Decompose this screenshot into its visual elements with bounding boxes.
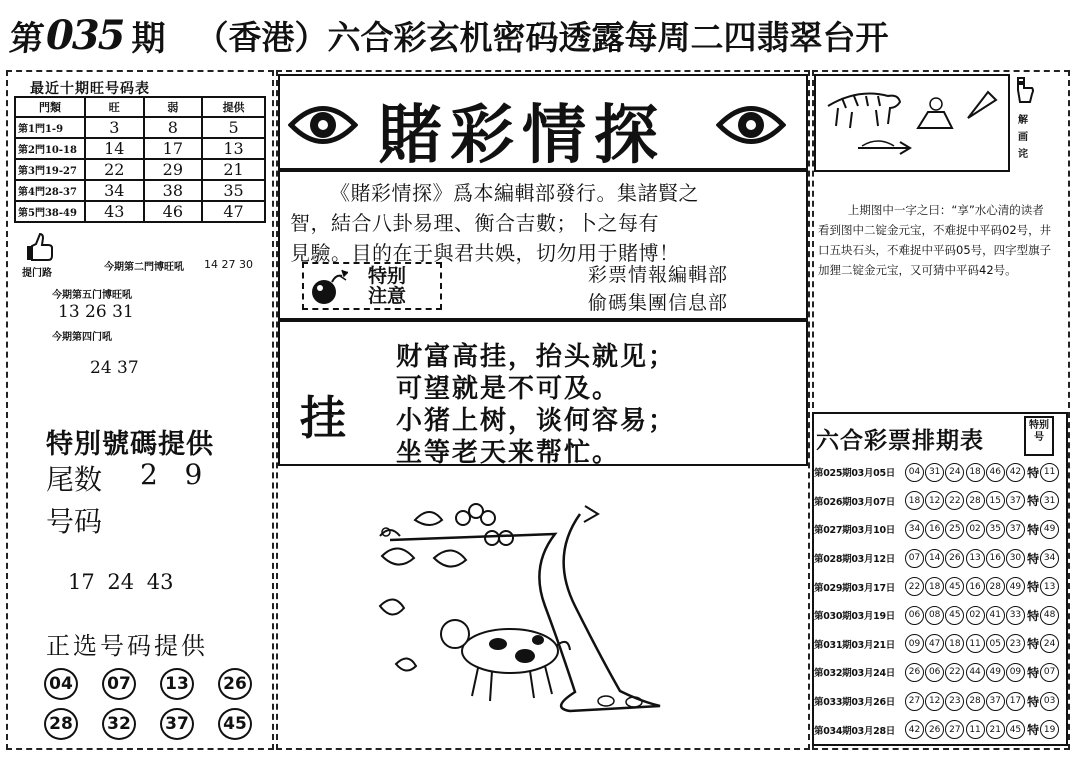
notice-line: 特别 — [368, 265, 407, 287]
draw-number: 22 — [945, 491, 964, 510]
history-table-title: 最近十期旺号码表 — [30, 81, 150, 97]
draw-number: 44 — [966, 663, 985, 682]
draw-number: 13 — [966, 549, 985, 568]
issue-suffix: 期 — [131, 18, 166, 59]
table-row — [15, 138, 265, 159]
draw-number: 05 — [986, 634, 1005, 653]
cell-wang: 34 — [85, 180, 144, 201]
cell-tigong: 13 — [202, 138, 265, 159]
tiger-riddle-illustration — [818, 78, 1008, 168]
eye-icon — [716, 98, 786, 152]
draw-number: 24 — [945, 463, 964, 482]
big-title: 賭彩情探 — [378, 98, 666, 173]
special-marker: 特 — [1027, 637, 1040, 652]
draw-number: 04 — [905, 463, 924, 482]
row-label: 第1門1-9 — [15, 117, 85, 138]
pick-number: 26 — [218, 668, 252, 700]
pick-number: 04 — [44, 668, 78, 700]
draw-special: 48 — [1040, 606, 1059, 625]
hang-character: 挂 — [300, 391, 346, 445]
special-marker: 特 — [1027, 580, 1040, 595]
draw-number: 27 — [945, 720, 964, 739]
draw-special: 31 — [1040, 491, 1059, 510]
draw-number: 12 — [925, 491, 944, 510]
code-values: 17 24 43 — [68, 570, 174, 594]
schedule-row — [814, 515, 1062, 544]
table-row — [15, 117, 265, 138]
draw-special: 19 — [1040, 720, 1059, 739]
draw-label: 第027期03月10日 — [814, 525, 895, 537]
draw-label: 第025期03月05日 — [814, 468, 895, 480]
schedule-row — [814, 687, 1062, 716]
draw-number: 11 — [966, 634, 985, 653]
schedule-row — [814, 630, 1062, 659]
cell-ruo: 17 — [144, 138, 203, 159]
intro-line: 見驗。目的在于與君共娛，切勿用于賭博！ — [290, 241, 680, 265]
draw-number: 30 — [1006, 549, 1025, 568]
draw-label: 第029期03月17日 — [814, 582, 895, 594]
draw-label: 第026期03月07日 — [814, 496, 895, 508]
cell-wang: 3 — [85, 117, 144, 138]
special-marker: 特 — [1027, 494, 1040, 509]
poem-line: 可望就是不可及。 — [396, 374, 621, 404]
schedule-list — [814, 458, 1062, 744]
pick-number: 32 — [102, 708, 136, 740]
special-marker: 特 — [1027, 665, 1040, 680]
cell-ruo: 8 — [144, 117, 203, 138]
page-title: （香港）六合彩玄机密码透露每周二四翡翠台开 — [195, 17, 889, 57]
issue-prefix: 第 — [7, 18, 46, 59]
row-label: 第5門38-49 — [15, 201, 85, 222]
special-title: 特別號碼提供 — [46, 429, 214, 460]
schedule-row — [814, 572, 1062, 601]
gate4-label: 今期第四门吼 — [52, 332, 112, 343]
schedule-row — [814, 658, 1062, 687]
draw-label: 第033期03月26日 — [814, 697, 895, 709]
schedule-row — [814, 487, 1062, 516]
pick-number: 37 — [160, 708, 194, 740]
gate5-label: 今期第五门博旺吼 — [52, 290, 132, 301]
draw-number: 23 — [1006, 634, 1025, 653]
notice-text — [368, 266, 406, 306]
draw-number: 21 — [986, 720, 1005, 739]
special-marker: 特 — [1027, 465, 1040, 480]
gate2-numbers: 14 27 30 — [204, 258, 253, 271]
draw-special: 03 — [1040, 692, 1059, 711]
cell-tigong: 5 — [202, 117, 265, 138]
draw-number: 12 — [925, 692, 944, 711]
table-header-row — [15, 97, 265, 117]
table-row — [15, 180, 265, 201]
draw-number: 16 — [925, 520, 944, 539]
draw-special: 24 — [1040, 634, 1059, 653]
gate4-numbers: 24 37 — [90, 358, 139, 378]
cell-tigong: 47 — [202, 201, 265, 222]
draw-special: 34 — [1040, 549, 1059, 568]
cell-wang: 43 — [85, 201, 144, 222]
poem-line: 小猪上树，谈何容易； — [396, 406, 677, 436]
draw-special: 11 — [1040, 463, 1059, 482]
draw-number: 26 — [925, 720, 944, 739]
cell-ruo: 38 — [144, 180, 203, 201]
schedule-row — [814, 601, 1062, 630]
draw-number: 45 — [945, 577, 964, 596]
draw-number: 22 — [945, 663, 964, 682]
pick-number: 07 — [102, 668, 136, 700]
pointing-hand-icon — [1014, 76, 1036, 106]
draw-number: 08 — [925, 606, 944, 625]
draw-number: 02 — [966, 606, 985, 625]
draw-number: 47 — [925, 634, 944, 653]
cell-tigong: 35 — [202, 180, 265, 201]
pick-number: 45 — [218, 708, 252, 740]
draw-number: 35 — [986, 520, 1005, 539]
row-label: 第2門10-18 — [15, 138, 85, 159]
history-table — [14, 96, 266, 223]
intro-line: 智，結合八卦易理、衡合吉數；卜之每有 — [290, 211, 659, 235]
special-marker: 特 — [1027, 694, 1040, 709]
draw-number: 37 — [1006, 491, 1025, 510]
table-row — [15, 201, 265, 222]
draw-number: 34 — [905, 520, 924, 539]
draw-number: 28 — [986, 577, 1005, 596]
draw-number: 15 — [986, 491, 1005, 510]
cell-wang: 22 — [85, 159, 144, 180]
cell-ruo: 46 — [144, 201, 203, 222]
draw-number: 45 — [945, 606, 964, 625]
code-label: 号码 — [46, 505, 103, 538]
draw-number: 42 — [905, 720, 924, 739]
tail-label: 尾数 — [46, 463, 103, 496]
schedule-row — [814, 458, 1062, 487]
draw-special: 49 — [1040, 520, 1059, 539]
draw-number: 09 — [905, 634, 924, 653]
eye-icon — [288, 98, 358, 152]
draw-number: 31 — [925, 463, 944, 482]
schedule-row — [814, 544, 1062, 573]
draw-number: 17 — [1006, 692, 1025, 711]
draw-special: 13 — [1040, 577, 1059, 596]
draw-number: 33 — [1006, 606, 1025, 625]
thumbs-up-icon — [26, 232, 54, 262]
draw-label: 第034期03月28日 — [814, 725, 895, 737]
tail-values: 2 9 — [140, 458, 203, 491]
cell-ruo: 29 — [144, 159, 203, 180]
draw-number: 18 — [945, 634, 964, 653]
draw-number: 26 — [905, 663, 924, 682]
draw-number: 41 — [986, 606, 1005, 625]
draw-number: 16 — [966, 577, 985, 596]
gate5-numbers: 13 26 31 — [58, 302, 134, 322]
riddle-clue: 上期图中一字之曰：“享”水心清的读者看到图中二锭金元宝，不难捉中平码02号，井口五块石头，不难捉中平码05号，四字型旗子加狸二锭金元宝，又可猜中平码42号。 — [818, 203, 1052, 277]
draw-number: 06 — [905, 606, 924, 625]
row-label: 第4門28-37 — [15, 180, 85, 201]
bomb-icon — [308, 268, 348, 306]
pick-number: 13 — [160, 668, 194, 700]
draw-number: 18 — [905, 491, 924, 510]
gate2-label: 今期第二門博旺吼 — [104, 262, 184, 273]
main-picks-grid — [44, 668, 276, 740]
intro-line: 《賭彩情探》爲本編輯部發行。集諸賢之 — [330, 181, 699, 205]
notice-line: 注意 — [368, 285, 407, 307]
draw-number: 18 — [966, 463, 985, 482]
draw-number: 07 — [905, 549, 924, 568]
poem-line: 财富高挂，抬头就见； — [396, 342, 677, 372]
schedule-tag: 特别号 — [1024, 416, 1054, 456]
issue-number: 035 — [46, 11, 124, 59]
draw-label: 第028期03月12日 — [814, 554, 895, 566]
special-marker: 特 — [1027, 723, 1040, 738]
draw-number: 28 — [966, 692, 985, 711]
draw-number: 09 — [1006, 663, 1025, 682]
pick-number: 28 — [44, 708, 78, 740]
col-header: 提供 — [202, 97, 265, 117]
draw-special: 07 — [1040, 663, 1059, 682]
main-picks-title: 正选号码提供 — [46, 632, 208, 660]
draw-number: 49 — [1006, 577, 1025, 596]
draw-number: 16 — [986, 549, 1005, 568]
draw-number: 22 — [905, 577, 924, 596]
draw-number: 06 — [925, 663, 944, 682]
draw-number: 23 — [945, 692, 964, 711]
draw-number: 02 — [966, 520, 985, 539]
special-marker: 特 — [1027, 522, 1040, 537]
draw-number: 26 — [945, 549, 964, 568]
draw-number: 46 — [986, 463, 1005, 482]
draw-number: 37 — [1006, 520, 1025, 539]
gate-tag: 提门路 — [22, 268, 52, 279]
draw-label: 第032期03月24日 — [814, 668, 895, 680]
col-header: 門類 — [15, 97, 85, 117]
col-header: 旺 — [85, 97, 144, 117]
draw-number: 45 — [1006, 720, 1025, 739]
draw-number: 37 — [986, 692, 1005, 711]
draw-label: 第030期03月19日 — [814, 611, 895, 623]
draw-number: 14 — [925, 549, 944, 568]
draw-number: 42 — [1006, 463, 1025, 482]
draw-label: 第031期03月21日 — [814, 639, 895, 651]
schedule-row — [814, 715, 1062, 744]
draw-number: 25 — [945, 520, 964, 539]
draw-number: 49 — [986, 663, 1005, 682]
page-header — [7, 6, 889, 64]
signature-group: 偷碼集團信息部 — [588, 292, 729, 314]
draw-number: 11 — [966, 720, 985, 739]
draw-number: 18 — [925, 577, 944, 596]
table-row — [15, 159, 265, 180]
draw-number: 27 — [905, 692, 924, 711]
cell-wang: 14 — [85, 138, 144, 159]
tree-pig-illustration — [370, 496, 700, 726]
signature-editorial: 彩票情報編輯部 — [588, 264, 729, 286]
poem-line: 坐等老天来帮忙。 — [396, 438, 621, 468]
special-marker: 特 — [1027, 608, 1040, 623]
riddle-hint: 解画诧 — [1018, 115, 1028, 160]
draw-number: 28 — [966, 491, 985, 510]
row-label: 第3門19-27 — [15, 159, 85, 180]
intro-text — [290, 178, 796, 268]
col-header: 弱 — [144, 97, 203, 117]
special-marker: 特 — [1027, 551, 1040, 566]
schedule-title: 六合彩票排期表 — [816, 427, 984, 454]
cell-tigong: 21 — [202, 159, 265, 180]
